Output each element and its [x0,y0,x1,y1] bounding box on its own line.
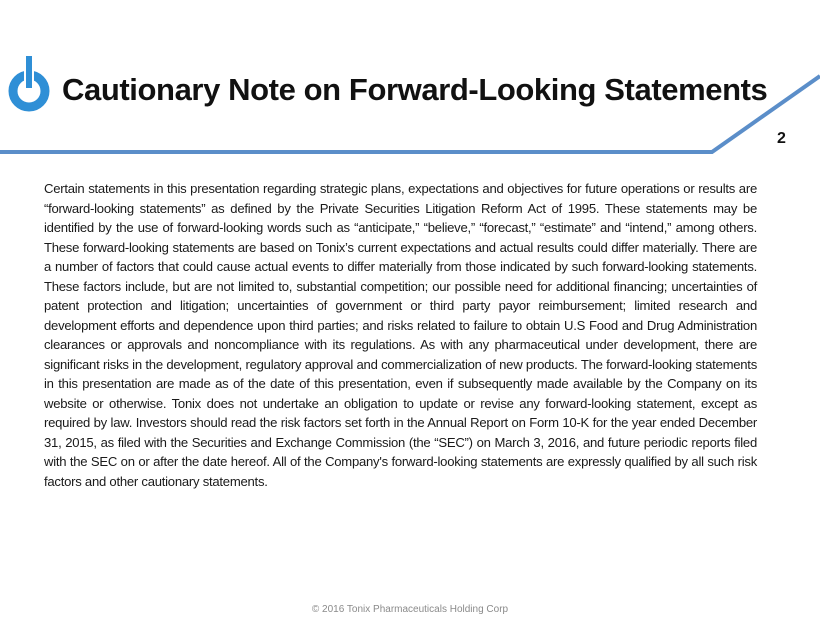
disclaimer-body-text: Certain statements in this presentation regarding strategic plans, expectations and objectives for future operations or results are “forward-looking statements” as defined by the Private Securities Litigation Reform Act of 1995. These statements may be identified by the use of forward-looking words such as “anticipate,” “believe,” “forecast,” “estimate” and “intend,” among others. These forward-looking statements are based on Tonix’s current expectations and actual results could differ materially. There are a number of factors that could cause actual events to differ materially from those indicated by such forward-looking statements. These factors include, but are not limited to, substantial competition; our possible need for additional financing; uncertainties of patent protection and litigation; uncertainties of government or third party payor reimbursement; limited research and development efforts and dependence upon third parties; and risks related to failure to obtain U.S Food and Drug Administration clearances or approvals and noncompliance with its regulations. As with any pharmaceutical under development, there are significant risks in the development, regulatory approval and commercialization of new products. The forward-looking statements in this presentation are made as of the date of this presentation, even if subsequently made available by the Company on its website or otherwise. Tonix does not undertake an obligation to update or revise any forward-looking statement, except as required by law. Investors should read the risk factors set forth in the Annual Report on Form 10-K for the year ended December 31, 2015, as filed with the Securities and Exchange Commission (the “SEC”) on March 3, 2016, and future periodic reports filed with the SEC on or after the date hereof. All of the Company's forward-looking statements are expressly qualified by all such risk factors and other cautionary statements. [44,181,757,489]
header-accent-line [0,70,820,160]
page-number: 2 [777,130,786,147]
slide-title: Cautionary Note on Forward-Looking Statements [62,72,768,107]
copyright-footer: © 2016 Tonix Pharmaceuticals Holding Corp [311,604,509,615]
